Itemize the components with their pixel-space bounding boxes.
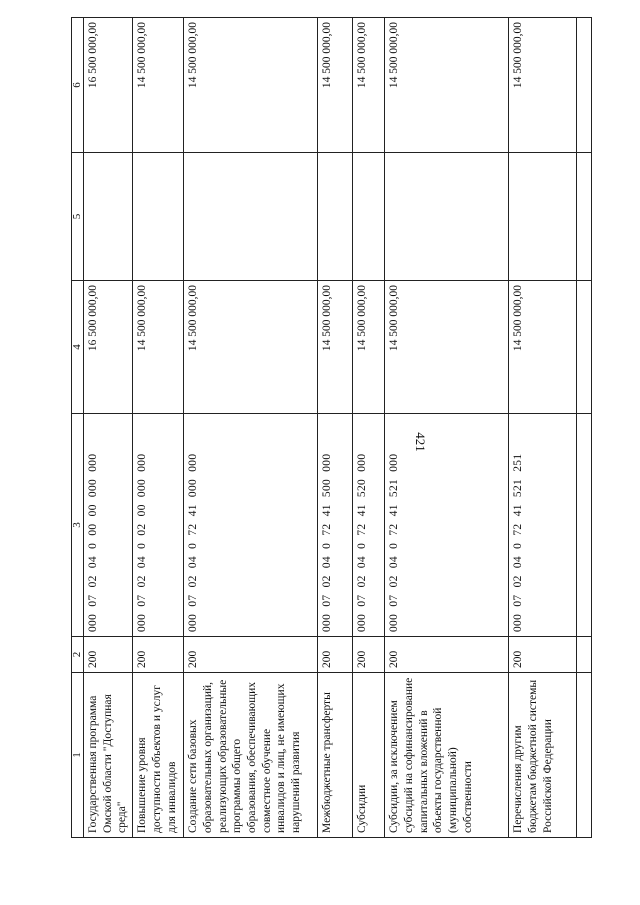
row-indicator: 200: [353, 637, 385, 673]
table-row: [318, 18, 353, 838]
table-row: [353, 18, 385, 838]
row-indicator: 200: [318, 637, 353, 673]
row-value-4: 14 500 000,00: [509, 281, 577, 414]
row-value-6: 14 500 000,00: [509, 18, 577, 153]
row-value-5: [318, 153, 353, 281]
row-name: Создание сети базовых образовательных организаций, реализующих образовательные программы общего образования, обеспечивающих совместное обучение инвалидов и лиц, не имеющих нарушений развития: [184, 673, 318, 838]
col-header-1: 1: [72, 673, 84, 838]
row-budget-code: 000 07 02 04 0 02 00 000 000: [133, 414, 184, 637]
col-header-3: 3: [72, 414, 84, 637]
empty-cell: [577, 673, 592, 838]
row-budget-code: 000 07 02 04 0 72 41 521 251: [509, 414, 577, 637]
row-indicator: 200: [509, 637, 577, 673]
row-value-5: [133, 153, 184, 281]
row-value-4: 14 500 000,00: [318, 281, 353, 414]
row-value-5: [509, 153, 577, 281]
row-value-6: 14 500 000,00: [133, 18, 184, 153]
col-header-2: 2: [72, 637, 84, 673]
table-row: [509, 18, 577, 838]
row-value-5: [353, 153, 385, 281]
row-budget-code: 000 07 02 04 0 00 00 000 000: [84, 414, 133, 637]
row-budget-code: 000 07 02 04 0 72 41 520 000: [353, 414, 385, 637]
table-row: [133, 18, 184, 838]
row-value-5: [84, 153, 133, 281]
budget-table: [71, 17, 592, 838]
col-header-4: 4: [72, 281, 84, 414]
row-budget-code: 000 07 02 04 0 72 41 500 000: [318, 414, 353, 637]
empty-cell: [577, 414, 592, 637]
row-value-4: 14 500 000,00: [184, 281, 318, 414]
row-value-4: 14 500 000,00: [385, 281, 509, 414]
row-value-6: 16 500 000,00: [84, 18, 133, 153]
rotated-table-sheet: [71, 18, 559, 838]
empty-cell: [577, 18, 592, 153]
row-name: Перечисления другим бюджетам бюджетной системы Российской Федерации: [509, 673, 577, 838]
row-value-6: 14 500 000,00: [318, 18, 353, 153]
row-name: Государственная программа Омской области "Доступная среда": [84, 673, 133, 838]
row-value-4: 14 500 000,00: [133, 281, 184, 414]
row-indicator: 200: [84, 637, 133, 673]
empty-cell: [577, 281, 592, 414]
row-budget-code: 000 07 02 04 0 72 41 000 000: [184, 414, 318, 637]
col-header-6: 6: [72, 18, 84, 153]
row-indicator: 200: [184, 637, 318, 673]
row-value-4: 14 500 000,00: [353, 281, 385, 414]
col-header-5: 5: [72, 153, 84, 281]
row-value-4: 16 500 000,00: [84, 281, 133, 414]
header-row: [72, 18, 84, 838]
row-value-6: 14 500 000,00: [385, 18, 509, 153]
table-row: [385, 18, 509, 838]
row-name: Межбюджетные трансферты: [318, 673, 353, 838]
row-name: Субсидии, за исключением субсидий на софинансирование капитальных вложений в объекты государственной (муниципальной) собственности: [385, 673, 509, 838]
row-value-5: [385, 153, 509, 281]
row-value-6: 14 500 000,00: [353, 18, 385, 153]
table-row: [84, 18, 133, 838]
row-indicator: 200: [385, 637, 509, 673]
row-value-6: 14 500 000,00: [184, 18, 318, 153]
table-row: [184, 18, 318, 838]
row-value-5: [184, 153, 318, 281]
row-indicator: 200: [133, 637, 184, 673]
empty-cell: [577, 153, 592, 281]
page-number: 421: [413, 432, 428, 452]
row-name: Повышение уровня доступности объектов и услуг для инвалидов: [133, 673, 184, 838]
table-continuation-row: [577, 18, 592, 838]
empty-cell: [577, 637, 592, 673]
row-name: Субсидии: [353, 673, 385, 838]
row-budget-code: 000 07 02 04 0 72 41 521 000: [385, 414, 509, 637]
